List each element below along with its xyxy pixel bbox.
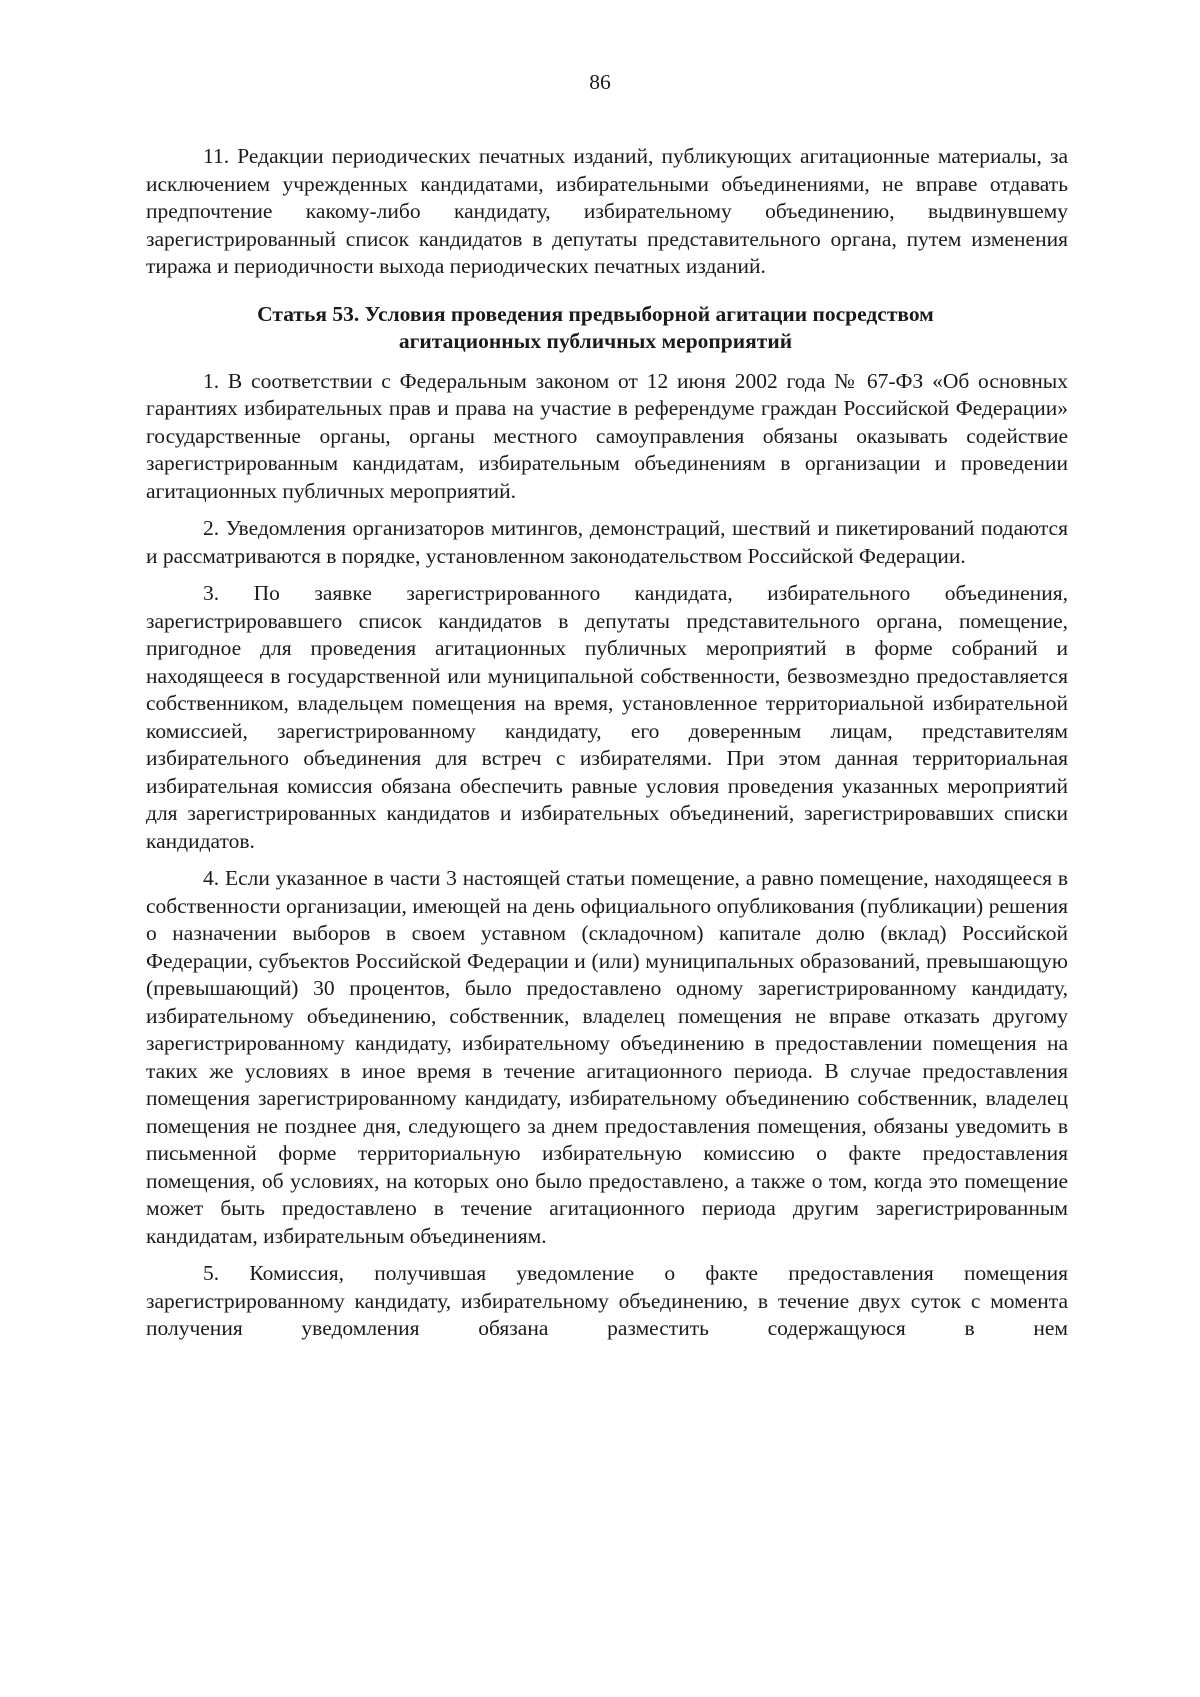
document-body — [146, 143, 1068, 1343]
page-number: 86 — [589, 70, 611, 94]
paragraph-4: 4. Если указанное в части 3 настоящей статьи помещение, а равно помещение, находящееся в собственности организации, имеющей на день официального опубликования (публикации) решения о назначении выборов в своем уставном (складочном) капитале долю (вклад) Российской Федерации, субъектов Российской Федерации и (или) муниципальных образований, превышающую (превышающий) 30 процентов, было предоставлено одному зарегистрированному кандидату, избирательному объединению, собственник, владелец помещения не вправе отказать другому зарегистрированному кандидату, избирательному объединению в предоставлении помещения на таких же условиях в иное время в течение агитационного периода. В случае предоставления помещения зарегистрированному кандидату, избирательному объединению собственник, владелец помещения не позднее дня, следующего за днем предоставления помещения, обязаны уведомить в письменной форме территориальную избирательную комиссию о факте предоставления помещения, об условиях, на которых оно было предоставлено, а также о том, когда это помещение может быть предоставлено в течение агитационного периода другим зарегистрированным кандидатам, избирательным объединениям. — [146, 866, 1068, 1248]
paragraph-11: 11. Редакции периодических печатных изданий, публикующих агитационные материалы, за исключением учрежденных кандидатами, избирательными объединениями, не вправе отдавать предпочтение какому-либо кандидату, избирательному объединению, выдвинувшему зарегистрированный список кандидатов в депутаты представительного органа, путем изменения тиража и периодичности выхода периодических печатных изданий. — [146, 144, 1068, 278]
paragraph-3: 3. По заявке зарегистрированного кандидата, избирательного объединения, зарегистрировавшего список кандидатов в депутаты представительного органа, помещение, пригодное для проведения агитационных публичных мероприятий в форме собраний и находящееся в государственной или муниципальной собственности, безвозмездно предоставляется собственником, владельцем помещения на время, установленное территориальной избирательной комиссией, зарегистрированному кандидату, его доверенным лицам, представителям избирательного объединения для встреч с избирателями. При этом данная территориальная избирательная комиссия обязана обеспечить равные условия проведения указанных мероприятий для зарегистрированных кандидатов и избирательных объединений, зарегистрировавших списки кандидатов. — [146, 581, 1068, 853]
article-title: Статья 53. Условия проведения предвыборной агитации посредством агитационных публичных мероприятий — [257, 301, 934, 353]
paragraph-5: 5. Комиссия, получившая уведомление о факте предоставления помещения зарегистрированному кандидату, избирательному объединению, в течение двух суток с момента получения уведомления обязана разместить содержащуюся в нем — [146, 1261, 1068, 1340]
paragraph-2: 2. Уведомления организаторов митингов, демонстраций, шествий и пикетирований подаются и рассматриваются в порядке, установленном законодательством Российской Федерации. — [146, 516, 1068, 568]
paragraph-1: 1. В соответствии с Федеральным законом от 12 июня 2002 года № 67-ФЗ «Об основных гарантиях избирательных прав и права на участие в референдуме граждан Российской Федерации» государственные органы, органы местного самоуправления обязаны оказывать содействие зарегистрированным кандидатам, избирательным объединениям в организации и проведении агитационных публичных мероприятий. — [146, 368, 1068, 503]
